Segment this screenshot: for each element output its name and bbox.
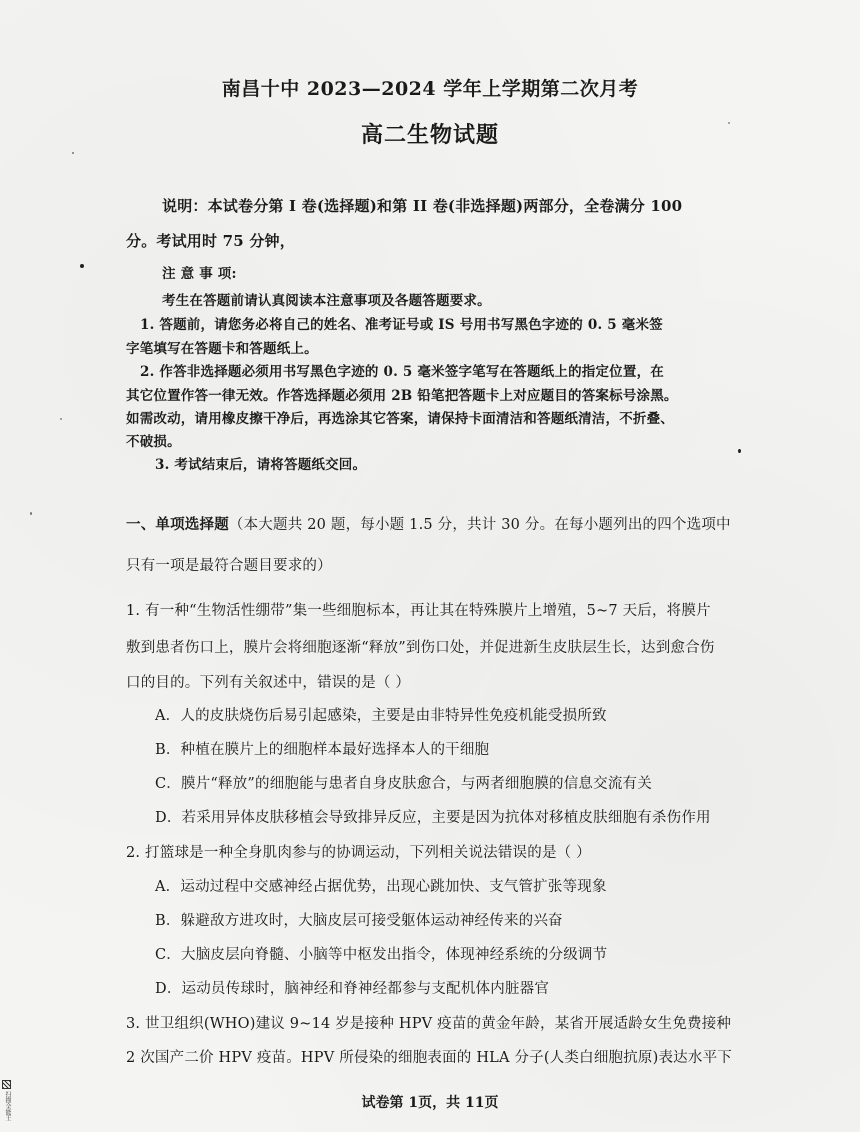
section-1-desc-line1: （本大题共 20 题，每小题 1.5 分，共计 30 分。在每小题列出的四个选项中 [228, 517, 731, 533]
scan-speck [60, 418, 62, 420]
subject-title: 高二生物试题 [360, 122, 499, 148]
q1-option-a: A．人的皮肤烧伤后易引起感染，主要是由非特异性免疫机能受损所致 [155, 708, 607, 724]
page-footer: 试卷第 1页，共 11页 [361, 1095, 499, 1111]
qr-code-icon [2, 1080, 11, 1089]
notice-item-1-line1: 1. 答题前，请您务必将自己的姓名、准考证号或 IS 号用书写黑色字迹的 0. 5 毫米签 [140, 317, 663, 333]
instructions-intro-line2: 分。考试用时 75 分钟， [126, 232, 295, 250]
q1-stem-line1: 1. 有一种“生物活性绷带”集一些细胞标本，再让其在特殊膜片上增殖，5~7 天后，将膜片 [126, 603, 711, 619]
exam-title: 南昌十中 2023—2024 学年上学期第二次月考 [221, 78, 639, 100]
notice-intro: 考生在答题前请认真阅读本注意事项及各题答题要求。 [162, 293, 491, 309]
notice-item-3: 3. 考试结束后，请将答题纸交回。 [155, 457, 367, 473]
q1-stem-line3: 口的目的。下列有关叙述中，错误的是（ ） [126, 675, 411, 691]
section-1-heading-line [126, 515, 731, 535]
notice-item-1-line2: 字笔填写在答题卡和答题纸上。 [126, 341, 318, 357]
notice-item-2-line1: 2. 作答非选择题必须用书写黑色字迹的 0. 5 毫米签字笔写在答题纸上的指定位置，在 [140, 364, 664, 380]
notice-item-2-line2: 其它位置作答一律无效。作答选择题必须用 2B 铅笔把答题卡上对应题目的答案标号涂黑。 [126, 388, 678, 404]
notice-item-2-line3: 如需改动，请用橡皮擦干净后，再选涂其它答案，请保持卡面清洁和答题纸清洁，不折叠、 [126, 411, 674, 427]
q3-stem-line2: 2 次国产二价 HPV 疫苗。HPV 所侵染的细胞表面的 HLA 分子(人类白细胞抗原)表达水平下 [126, 1050, 732, 1066]
q1-option-d: D．若采用异体皮肤移植会导致排异反应，主要是因为抗体对移植皮肤细胞有杀伤作用 [155, 810, 711, 826]
scan-speck [72, 152, 74, 154]
scan-speck [30, 512, 32, 515]
scanner-stamp [2, 1080, 12, 1128]
notice-title: 注 意 事 项: [162, 266, 237, 282]
scan-speck [80, 264, 84, 268]
q2-option-b: B．躲避敌方进攻时，大脑皮层可接受躯体运动神经传来的兴奋 [155, 913, 563, 929]
q2-option-c: C．大脑皮层向脊髓、小脑等中枢发出指令，体现神经系统的分级调节 [155, 947, 608, 963]
notice-item-2-line4: 不破损。 [126, 434, 181, 450]
q1-option-b: B．种植在膜片上的细胞样本最好选择本人的干细胞 [155, 742, 490, 758]
q2-option-a: A．运动过程中交感神经占据优势，出现心跳加快、支气管扩张等现象 [155, 879, 607, 895]
q1-stem-line2: 敷到患者伤口上，膜片会将细胞逐渐“释放”到伤口处，并促进新生皮肤层生长，达到愈合伤 [126, 640, 715, 656]
scan-speck [728, 122, 730, 124]
section-1-heading: 一、单项选择题 [126, 516, 229, 533]
q1-option-c: C．膜片“释放”的细胞能与患者自身皮肤愈合，与两者细胞膜的信息交流有关 [155, 776, 652, 792]
q2-option-d: D．运动员传球时，脑神经和脊神经都参与支配机体内脏器官 [155, 981, 550, 997]
section-1-desc-line2: 只有一项是最符合题目要求的） [126, 558, 332, 574]
instructions-intro-line1: 说明：本试卷分第 I 卷(选择题)和第 II 卷(非选择题)两部分，全卷满分 100 [162, 197, 683, 215]
scan-speck [738, 449, 741, 453]
q2-stem-line1: 2. 打篮球是一种全身肌肉参与的协调运动，下列相关说法错误的是（ ） [126, 845, 591, 861]
scanner-stamp-text: 扫描全能王 [4, 1091, 11, 1121]
q3-stem-line1: 3. 世卫组织(WHO)建议 9~14 岁是接种 HPV 疫苗的黄金年龄，某省开展适龄女生免费接种 [126, 1016, 732, 1032]
